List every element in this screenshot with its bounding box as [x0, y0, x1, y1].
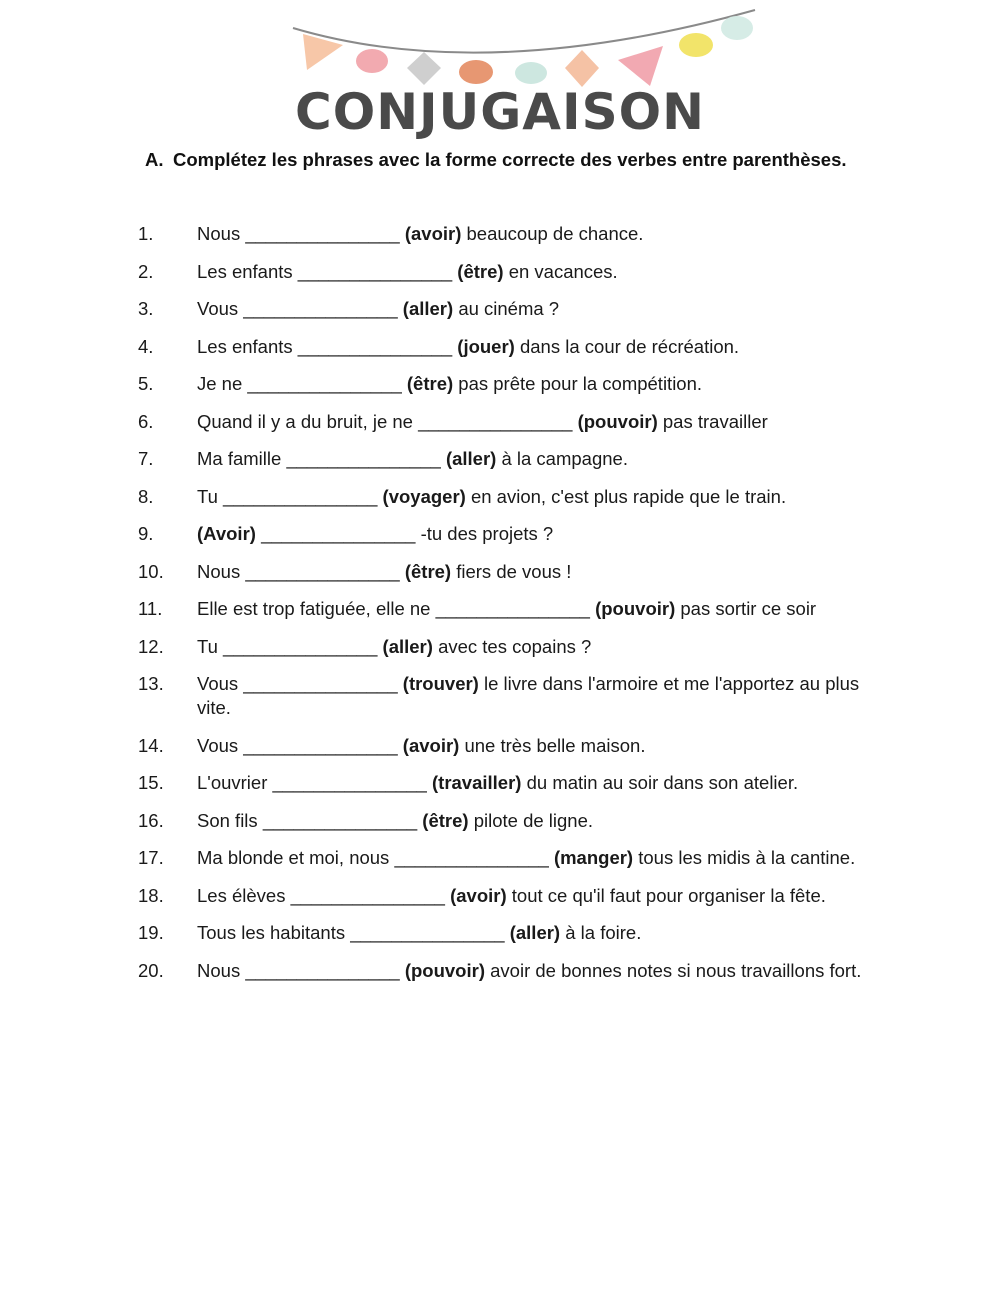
sentence-start: Quand il y a du bruit, je ne [197, 410, 413, 432]
exercise-sentence [197, 410, 878, 434]
sentence-end: pas sortir ce soir [680, 598, 817, 619]
exercise-item [138, 809, 878, 833]
verb-infinitive: (avoir) [450, 884, 507, 906]
answer-blank[interactable]: _______________ [297, 335, 453, 357]
exercise-item [138, 635, 878, 659]
exercise-item [138, 597, 878, 621]
sentence-end: au cinéma ? [458, 298, 560, 319]
answer-blank[interactable]: _______________ [223, 635, 378, 657]
verb-infinitive: (manger) [553, 847, 634, 868]
exercise-item [138, 260, 878, 284]
exercise-number: 5. [138, 373, 154, 394]
bunting-flag [721, 16, 753, 40]
exercise-number: 3. [138, 298, 154, 319]
exercise-item [138, 335, 878, 359]
sentence-start: Ma famille [197, 448, 282, 469]
sentence-end: fiers de vous ! [456, 560, 572, 582]
answer-blank[interactable]: _______________ [350, 922, 505, 943]
verb-infinitive: (aller) [509, 922, 561, 943]
sentence-start: Son fils [197, 809, 258, 831]
exercise-number: 1. [138, 223, 154, 244]
sentence-start: Vous [197, 673, 239, 694]
exercise-number: 18. [138, 884, 164, 906]
sentence-end: le livre dans l'armoire et me l'apportez au plus vite. [197, 673, 860, 718]
answer-blank[interactable]: _______________ [247, 373, 402, 394]
answer-blank[interactable]: _______________ [286, 448, 441, 469]
exercise-number: 16. [138, 809, 164, 831]
exercise-number: 9. [138, 523, 154, 544]
exercise-item [138, 522, 878, 546]
sentence-start: Tu [197, 635, 218, 657]
instruction-letter: A. [145, 149, 164, 170]
answer-blank[interactable]: _______________ [243, 298, 398, 319]
exercise-sentence [197, 485, 878, 509]
exercise-sentence [197, 959, 878, 983]
exercise-number: 7. [138, 448, 154, 469]
exercise-number: 17. [138, 847, 164, 868]
sentence-end: pas prête pour la compétition. [458, 373, 703, 394]
exercise-item [138, 222, 878, 246]
answer-blank[interactable]: _______________ [272, 772, 427, 793]
sentence-end: dans la cour de récréation. [519, 335, 740, 357]
bunting-flag [679, 33, 713, 57]
exercise-sentence [197, 522, 878, 546]
bunting-flag [356, 49, 388, 73]
sentence-start: Les élèves [197, 884, 286, 906]
exercise-sentence [197, 734, 878, 758]
sentence-start: Vous [197, 734, 239, 756]
verb-infinitive: (être) [422, 809, 469, 831]
verb-infinitive: (avoir) [404, 223, 462, 244]
exercise-item [138, 884, 878, 908]
verb-infinitive: (avoir) [402, 734, 460, 756]
exercise-sentence [197, 921, 878, 945]
exercise-item [138, 297, 878, 321]
exercise-sentence [197, 635, 878, 659]
exercise-item [138, 372, 878, 396]
exercise-sentence [197, 372, 878, 396]
instruction-text: Complétez les phrases avec la forme correcte des verbes entre parenthèses. [173, 149, 847, 170]
sentence-end: en vacances. [508, 260, 618, 282]
exercise-item [138, 672, 878, 720]
exercise-sentence [197, 672, 878, 720]
answer-blank[interactable]: _______________ [290, 884, 445, 906]
exercise-item [138, 846, 878, 870]
sentence-end: tous les midis à la cantine. [638, 847, 856, 868]
verb-infinitive: (voyager) [382, 485, 466, 507]
sentence-start: Nous [197, 223, 241, 244]
sentence-start: Tous les habitants [197, 922, 346, 943]
verb-infinitive: (pouvoir) [595, 598, 676, 619]
sentence-start: Nous [197, 959, 241, 981]
verb-infinitive: (être) [404, 560, 452, 582]
exercise-sentence [197, 809, 878, 833]
sentence-start: Tu [197, 485, 218, 507]
answer-blank[interactable]: _______________ [262, 809, 418, 831]
answer-blank[interactable]: _______________ [243, 673, 398, 694]
sentence-end: avec tes copains ? [438, 635, 592, 657]
exercise-item [138, 560, 878, 584]
verb-infinitive: (être) [457, 260, 504, 282]
exercise-list [138, 222, 878, 996]
exercise-item [138, 734, 878, 758]
verb-infinitive: (aller) [382, 635, 433, 657]
exercise-number: 2. [138, 260, 154, 282]
exercise-item [138, 410, 878, 434]
verb-infinitive: (pouvoir) [404, 959, 485, 981]
answer-blank[interactable]: _______________ [435, 598, 590, 619]
sentence-start: Je ne [197, 373, 243, 394]
answer-blank[interactable]: _______________ [243, 734, 398, 756]
exercise-sentence [197, 335, 878, 359]
sentence-end: du matin au soir dans son atelier. [526, 772, 799, 793]
instruction [145, 149, 847, 171]
verb-infinitive: (travailler) [432, 772, 522, 793]
verb-infinitive: (aller) [402, 298, 454, 319]
sentence-start: Les enfants [197, 260, 293, 282]
answer-blank[interactable]: _______________ [223, 485, 378, 507]
answer-blank[interactable]: _______________ [245, 223, 400, 244]
exercise-sentence [197, 560, 878, 584]
sentence-start: Nous [197, 560, 241, 582]
answer-blank[interactable]: _______________ [261, 523, 416, 544]
exercise-sentence [197, 447, 878, 471]
verb-infinitive: (jouer) [457, 335, 515, 357]
verb-infinitive: (aller) [445, 448, 497, 469]
sentence-end: pas travailler [662, 410, 768, 432]
sentence-start: L'ouvrier [197, 772, 268, 793]
sentence-end: à la foire. [565, 922, 642, 943]
sentence-end: -tu des projets ? [420, 523, 554, 544]
sentence-end: beaucoup de chance. [466, 223, 644, 244]
answer-blank[interactable]: _______________ [245, 959, 400, 981]
exercise-item [138, 921, 878, 945]
answer-blank[interactable]: _______________ [245, 560, 400, 582]
exercise-sentence [197, 297, 878, 321]
verb-infinitive: (être) [406, 373, 454, 394]
sentence-end: en avion, c'est plus rapide que le train. [470, 485, 787, 507]
page-title: CONJUGAISON [295, 83, 705, 141]
verb-infinitive: (pouvoir) [577, 410, 658, 432]
exercise-number: 6. [138, 410, 154, 432]
exercise-sentence [197, 771, 878, 795]
exercise-item [138, 485, 878, 509]
exercise-number: 8. [138, 485, 154, 507]
exercise-sentence [197, 597, 878, 621]
verb-infinitive: (trouver) [402, 673, 479, 694]
exercise-number: 14. [138, 734, 164, 756]
exercise-number: 19. [138, 922, 164, 943]
answer-blank[interactable]: _______________ [418, 410, 573, 432]
exercise-sentence [197, 884, 878, 908]
sentence-end: avoir de bonnes notes si nous travaillons fort. [490, 959, 862, 981]
sentence-start: Vous [197, 298, 239, 319]
exercise-number: 12. [138, 635, 164, 657]
exercise-item [138, 447, 878, 471]
sentence-start: Elle est trop fatiguée, elle ne [197, 598, 431, 619]
sentence-start: Ma blonde et moi, nous [197, 847, 390, 868]
sentence-end: pilote de ligne. [473, 809, 594, 831]
exercise-item [138, 771, 878, 795]
exercise-number: 11. [138, 598, 163, 619]
exercise-number: 10. [138, 560, 164, 582]
sentence-end: tout ce qu'il faut pour organiser la fête. [511, 884, 826, 906]
answer-blank[interactable]: _______________ [297, 260, 453, 282]
answer-blank[interactable]: _______________ [394, 847, 549, 868]
exercise-sentence [197, 260, 878, 284]
exercise-sentence [197, 846, 878, 870]
exercise-number: 4. [138, 335, 154, 357]
exercise-number: 20. [138, 959, 164, 981]
exercise-item [138, 959, 878, 983]
sentence-end: à la campagne. [501, 448, 628, 469]
sentence-end: une très belle maison. [464, 734, 646, 756]
sentence-start: Les enfants [197, 335, 293, 357]
exercise-number: 13. [138, 673, 164, 694]
exercise-sentence [197, 222, 878, 246]
exercise-number: 15. [138, 772, 164, 793]
verb-infinitive: (Avoir) [197, 523, 256, 544]
